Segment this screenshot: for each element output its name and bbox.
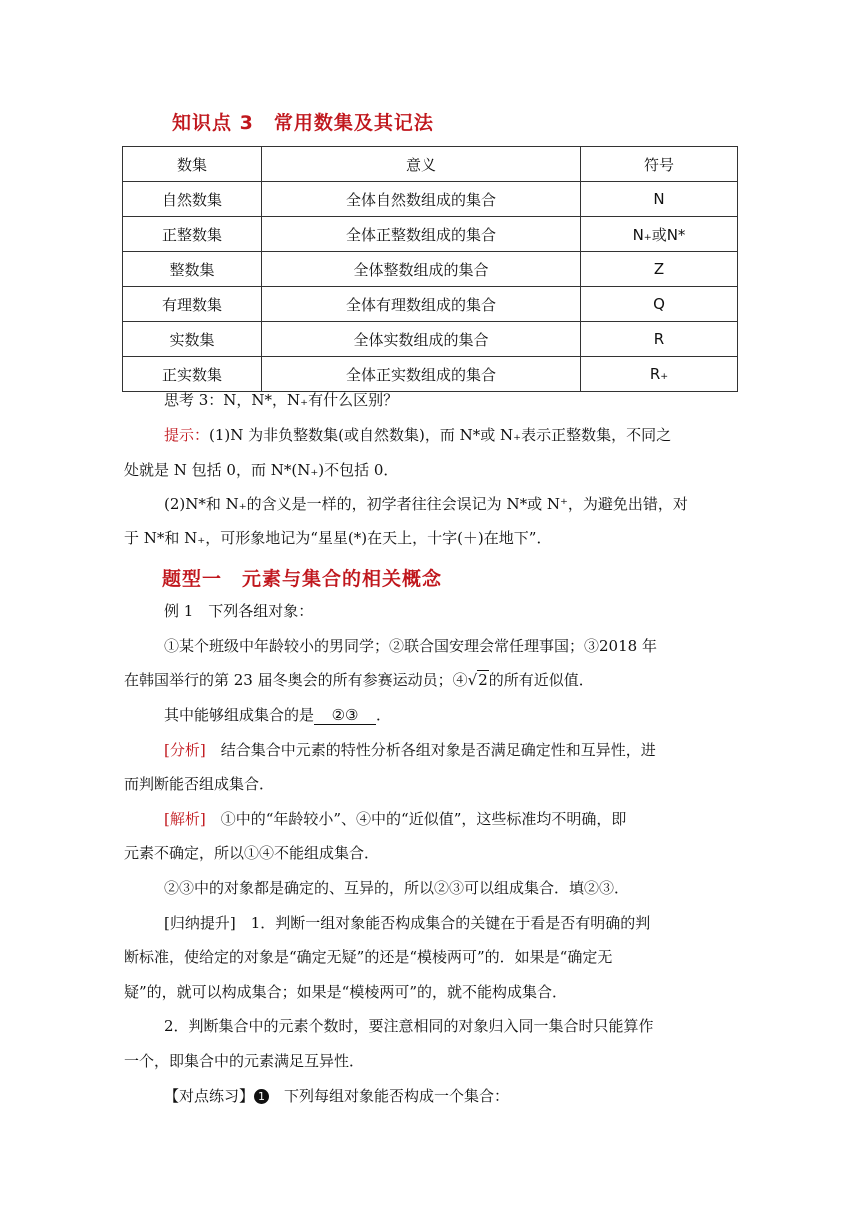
analysis-text: 结合集合中元素的特性分析各组对象是否满足确定性和互异性，进 [205, 741, 656, 759]
example-text: 在韩国举行的第 23 届冬奥会的所有参赛运动员；④ [124, 671, 468, 689]
summary-line: 疑”的，就可以构成集合；如果是“模棱两可”的，就不能构成集合． [124, 983, 568, 1001]
hint-text-line: 于 N*和 N₊，可形象地记为“星星(*)在天上，十字(＋)在地下”． [124, 529, 552, 547]
table-header: 符号 [581, 147, 738, 182]
set-name: 有理数集 [123, 287, 262, 322]
question-end: ． [376, 706, 392, 724]
hint-text-line: (2)N*和 N₊的含义是一样的，初学者往往会误记为 N*或 N⁺，为避免出错，对 [164, 495, 688, 513]
table-header: 意义 [262, 147, 581, 182]
example-line: ①某个班级中年龄较小的男同学；②联合国安理会常任理事国；③2018 年 [164, 637, 657, 655]
summary-line: 断标准，使给定的对象是“确定无疑”的还是“模棱两可”的．如果是“确定无 [124, 948, 613, 966]
sqrt-symbol: √ [467, 671, 478, 689]
practice-text: 下列每组对象能否构成一个集合： [269, 1087, 510, 1105]
hint-text: (1)N 为非负整数集(或自然数集)，而 N*或 N₊表示正整数集，不同之 [209, 426, 672, 444]
example-question [164, 705, 784, 725]
solution-label: [解析] [164, 810, 206, 828]
summary-line: [归纳提升] 1．判断一组对象能否构成集合的关键在于看是否有明确的判 [164, 914, 651, 932]
think-question: 思考 3：N，N*，N₊有什么区别？ [164, 391, 399, 409]
question-text: 其中能够组成集合的是 [164, 706, 315, 724]
number-sets-table [122, 146, 738, 392]
practice-label: 【对点练习】 [164, 1087, 255, 1105]
table-row [123, 182, 738, 217]
hint-text-line: 处就是 N 包括 0，而 N*(N₊)不包括 0． [124, 461, 399, 479]
table-header-row [123, 147, 738, 182]
topic-heading: 题型一 元素与集合的相关概念 [162, 568, 443, 590]
set-meaning: 全体整数组成的集合 [262, 252, 581, 287]
set-symbol: Z [581, 252, 738, 287]
section-heading: 知识点 3 常用数集及其记法 [172, 112, 434, 134]
set-name: 整数集 [123, 252, 262, 287]
set-name: 自然数集 [123, 182, 262, 217]
table-row [123, 287, 738, 322]
solution-paragraph [164, 809, 784, 829]
summary-line: 2．判断集合中的元素个数时，要注意相同的对象归入同一集合时只能算作 [164, 1017, 654, 1035]
set-symbol: R₊ [581, 357, 738, 392]
hint-paragraph [164, 425, 784, 445]
analysis-label: [分析] [164, 741, 206, 759]
table-row [123, 357, 738, 392]
sqrt-argument: 2 [478, 671, 488, 689]
table-row [123, 217, 738, 252]
set-meaning: 全体正实数组成的集合 [262, 357, 581, 392]
answer-blank: ②③ [314, 706, 376, 725]
set-symbol: N₊或N* [581, 217, 738, 252]
example-text: 的所有近似值． [488, 671, 594, 689]
set-meaning: 全体自然数组成的集合 [262, 182, 581, 217]
table-header: 数集 [123, 147, 262, 182]
practice-line [164, 1086, 784, 1106]
example-title: 例 1 下列各组对象： [164, 602, 314, 620]
set-symbol: N [581, 182, 738, 217]
table-row [123, 322, 738, 357]
analysis-text-line: 而判断能否组成集合． [124, 775, 275, 793]
analysis-paragraph [164, 740, 784, 760]
set-meaning: 全体实数组成的集合 [262, 322, 581, 357]
set-name: 正整数集 [123, 217, 262, 252]
example-line [124, 670, 744, 690]
set-meaning: 全体有理数组成的集合 [262, 287, 581, 322]
table-row [123, 252, 738, 287]
hint-label: 提示： [164, 426, 210, 444]
set-symbol: Q [581, 287, 738, 322]
summary-line: 一个，即集合中的元素满足互异性． [124, 1052, 365, 1070]
practice-number-badge: 1 [254, 1089, 269, 1104]
set-symbol: R [581, 322, 738, 357]
set-name: 正实数集 [123, 357, 262, 392]
solution-text: ①中的“年龄较小”、④中的“近似值”，这些标准均不明确，即 [205, 810, 627, 828]
solution-text-line: ②③中的对象都是确定的、互异的，所以②③可以组成集合．填②③． [164, 879, 630, 897]
solution-text-line: 元素不确定，所以①④不能组成集合． [124, 844, 380, 862]
set-meaning: 全体正整数组成的集合 [262, 217, 581, 252]
set-name: 实数集 [123, 322, 262, 357]
